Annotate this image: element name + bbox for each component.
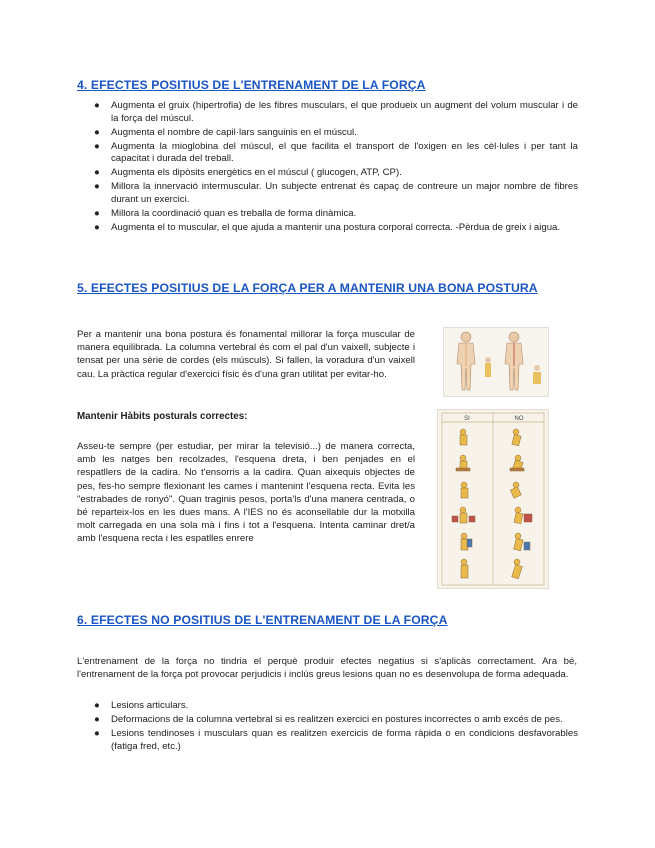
list-item: ● Millora la coordinació quan es treballa de forma dinàmica. (94, 207, 357, 219)
bullet-icon: ● (94, 727, 100, 739)
correct-vs-incorrect-postures-image (437, 409, 549, 589)
list-item: ● Augmenta el to muscular, el que ajuda a mantenir una postura corporal correcta. -Pèrdua de greix i aigua. (94, 221, 561, 233)
posture-habits-subheading: Mantenir Hàbits posturals correctes: (77, 411, 248, 422)
section-4-bullet-list (93, 100, 578, 236)
bullet-icon: ● (94, 100, 100, 111)
posture-paragraph: Per a mantenir una bona postura és fonamental millorar la força muscular de manera equilibrada. La columna vertebral és com el pal d'un vaixell, subjecte i tensat per una sèrie de cordes (els músculs). Si fallen, la voradura d'un vaixell cau. La pràctica regular d'exercici físic és d'una gran utilitat per evitar-ho. (77, 329, 415, 380)
list-item: ● Augmenta el gruix (hipertrofia) de les fibres musculars, el que produeix un augment del volum muscular i de la força del múscul. (94, 100, 578, 124)
list-item: ● Augmenta el nombre de capil·lars sanguinis en el múscul. (94, 126, 357, 138)
bullet-icon: ● (94, 181, 100, 193)
list-item: ● Augmenta la mioglobina del múscul, el que facilita el transport de l'oxigen en les cèl·lules i per tant la capacitat i durada del treball. (94, 140, 578, 165)
list-item: ● Deformacions de la columna vertebral si es realitzen exercici en postures incorrectes o amb excés de pes. (94, 713, 563, 725)
list-item: ● Millora la innervació intermuscular. Un subjecte entrenat és capaç de contreure un major nombre de fibres durant un exercici. (94, 181, 578, 205)
bullet-icon: ● (94, 207, 100, 219)
bullet-icon: ● (94, 713, 100, 725)
section-6-bullet-list (93, 700, 578, 755)
section-6-heading: 6. EFECTES NO POSITIUS DE L'ENTRENAMENT DE LA FORÇA (77, 613, 448, 627)
list-item: ● Lesions tendinoses i musculars quan es realitzen exercicis de forma ràpida o en condicions desfavorables (fatiga fred, etc.) (94, 727, 578, 752)
bullet-icon: ● (94, 126, 100, 138)
list-item: ● Lesions articulars. (94, 700, 189, 711)
bullet-icon: ● (94, 700, 100, 711)
list-item: ● Augmenta els dipòsits energètics en el múscul ( glucogen, ATP, CP). (94, 167, 402, 179)
bullet-icon: ● (94, 167, 100, 179)
bullet-icon: ● (94, 140, 100, 152)
bullet-icon: ● (94, 221, 100, 233)
posture-habits-paragraph: Asseu-te sempre (per estudiar, per mirar la televisió...) de manera correcta, amb les natges ben recolzades, l'esquena dreta, i ben penjades en el respatllers de la cadira. No t'ensorris a la cadira. Quan aixequis objectes de pes, fes-ho sempre flexionant les cames i mantenint l'esquena recta. Evita les "estrabades de ronyó". Quan traginis pesos, porta'ls d'una manera centrada, o bé reparteix-los en les dues mans. A l'IES no és aconsellable dur la motxilla molt carregada en una sola mà i fins i tot a l'esquena. Intenta caminar dret/a amb l'esquena recta i les espatlles enrere (77, 441, 415, 545)
negative-effects-paragraph: L'entrenament de la força no tindria el perquè produir efectes negatius si s'aplicàs correctament. Ara bé, l'entrenament de la força pot provocar perjudicis i inclús greus lesions quan no es desenvolupa de forma adequada. (77, 656, 577, 681)
posture-figure-image (443, 327, 549, 397)
si-column-label: SI (464, 416, 470, 422)
section-4-heading: 4. EFECTES POSITIUS DE L'ENTRENAMENT DE LA FORÇA (77, 78, 426, 92)
section-5-heading: 5. EFECTES POSITIUS DE LA FORÇA PER A MANTENIR UNA BONA POSTURA (77, 281, 538, 295)
no-column-label: NO (514, 416, 524, 422)
